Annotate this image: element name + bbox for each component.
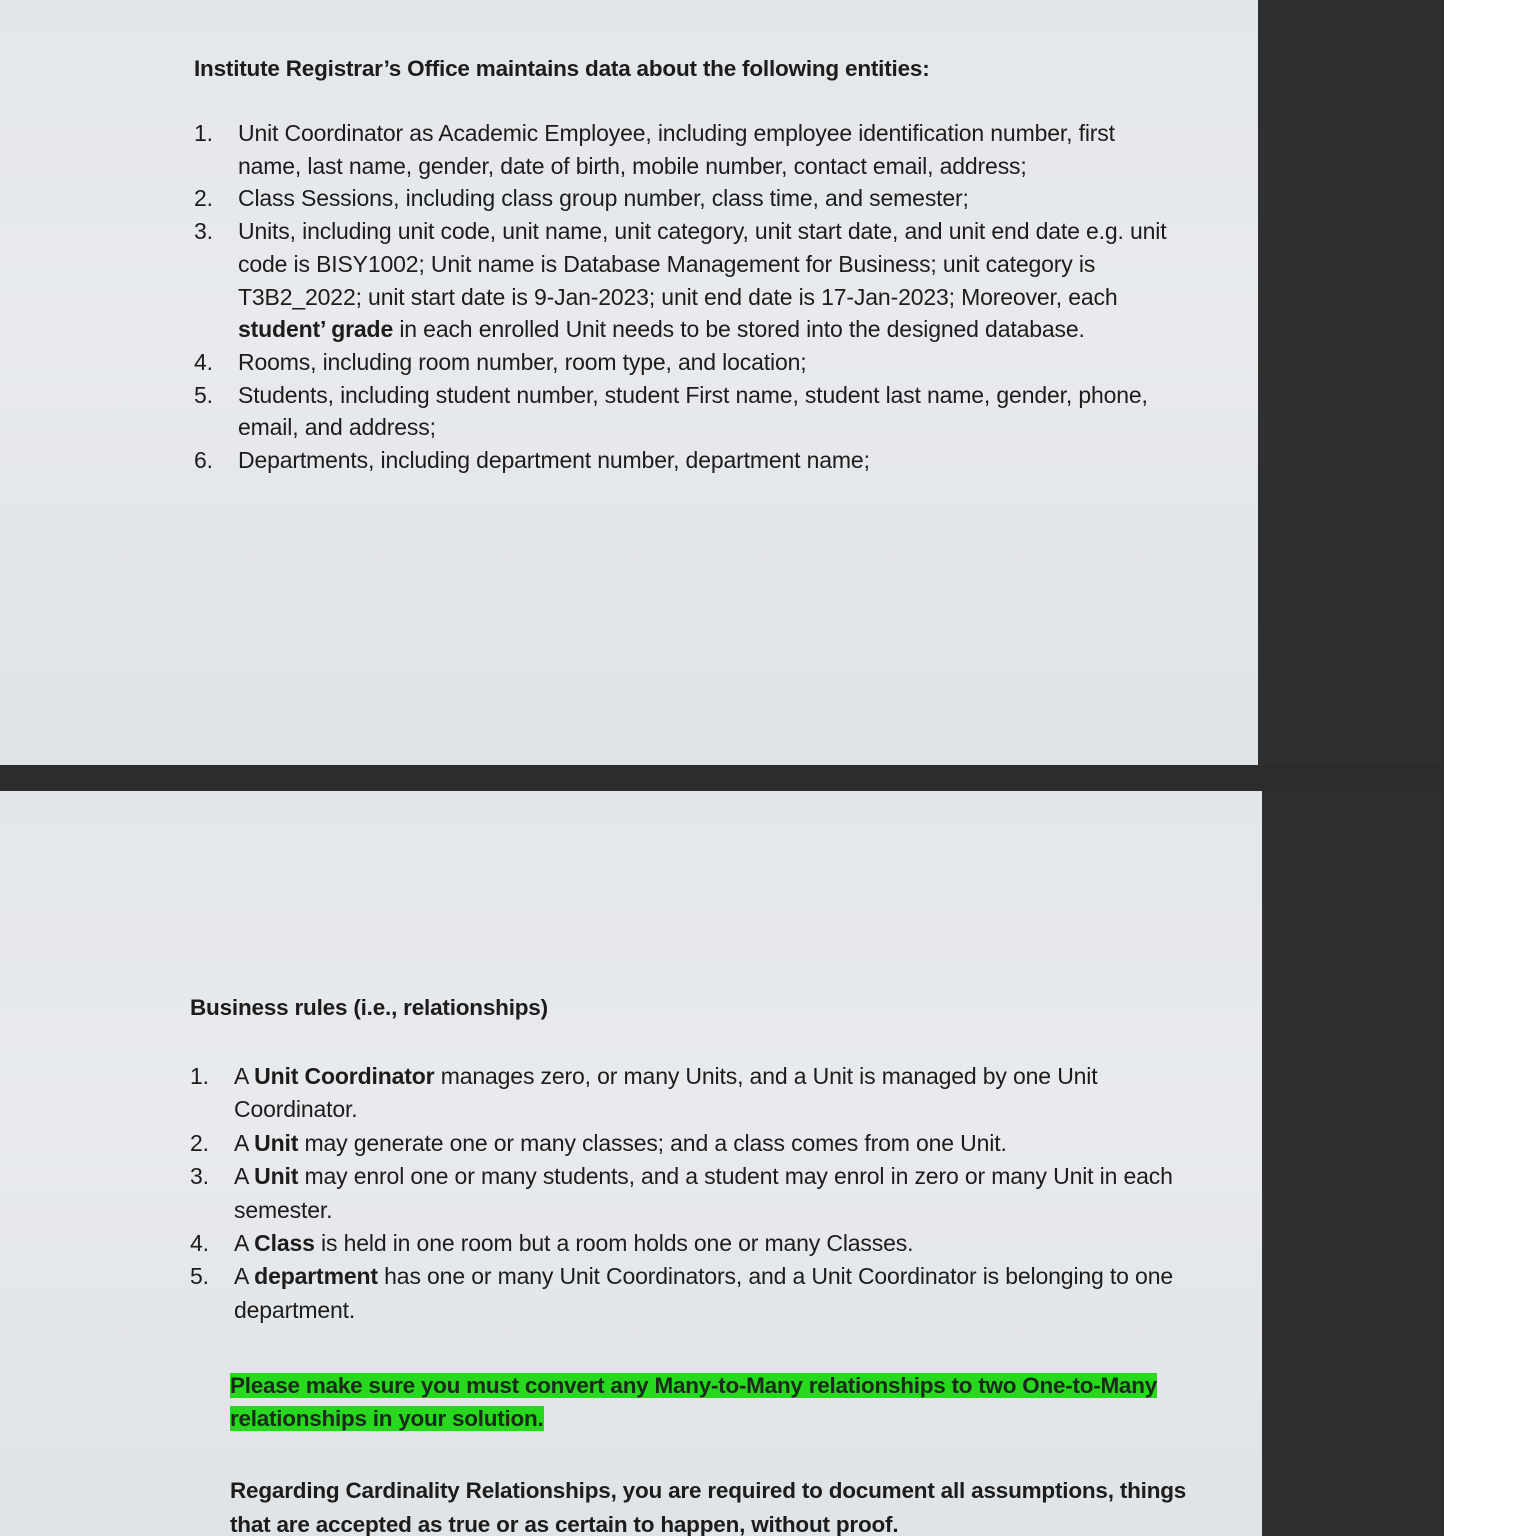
bold-term: student’ grade [238, 316, 394, 343]
entities-list [194, 117, 1174, 477]
text-segment: A [234, 1263, 255, 1290]
list-item-number: 4. [190, 1230, 209, 1257]
list-item-text [238, 215, 1174, 346]
list-item [190, 1160, 1190, 1227]
list-item-text [234, 1160, 1190, 1227]
list-item-number: 3. [190, 1163, 209, 1190]
page-gap [0, 765, 1444, 791]
text-segment: manages zero, or many Units, and a Unit is managed by one Unit Coordinator. [234, 1063, 1098, 1123]
text-segment: may generate one or many classes; and a class comes from one Unit. [298, 1129, 1007, 1156]
highlighted-instruction [230, 1369, 1182, 1435]
list-item-text: Rooms, including room number, room type, and location; [238, 348, 807, 375]
text-segment: has one or many Unit Coordinators, and a Unit Coordinator is belonging to one department. [234, 1263, 1173, 1323]
list-item [194, 379, 1174, 444]
bold-term: department [254, 1263, 378, 1290]
text-segment: Units, including unit code, unit name, unit category, unit start date, and unit end date e.g. unit code is BISY1002; Unit name is Database Management for Business; unit category is T3B2_2022; unit start date is 9-Jan-2023; unit end date is 17-Jan-2023; Moreover, each [238, 218, 1167, 310]
cardinality-note: Regarding Cardinality Relationships, you are required to document all assumptions, things that are accepted as true or as certain to happen, without proof. [230, 1478, 1187, 1536]
text-segment: in each enrolled Unit needs to be stored into the designed database. [393, 316, 1085, 343]
list-item-text: Unit Coordinator as Academic Employee, including employee identification number, first name, last name, gender, date of birth, mobile number, contact email, address; [238, 120, 1115, 179]
list-item-number: 2. [194, 185, 213, 212]
list-item-number: 1. [194, 120, 213, 146]
text-segment: A [234, 1129, 255, 1156]
list-item-text [234, 1127, 1190, 1160]
list-item-number: 5. [194, 381, 213, 408]
rules-heading: Business rules (i.e., relationships) [190, 995, 548, 1020]
list-item [190, 1260, 1190, 1327]
list-item [194, 444, 1174, 477]
list-item-number: 1. [190, 1063, 209, 1089]
bold-term: Unit [254, 1129, 299, 1156]
list-item [194, 117, 1174, 182]
entities-heading: Institute Registrar’s Office maintains data about the following entities: [194, 56, 930, 81]
list-item-number: 2. [190, 1129, 209, 1156]
text-segment: A [234, 1230, 255, 1257]
highlighted-text: Please make sure you must convert any Many-to-Many relationships to two One-to-Many relationships in your solution. [230, 1373, 1157, 1431]
list-item-text: Departments, including department number, department name; [238, 447, 870, 474]
list-item-number: 3. [194, 218, 213, 245]
document-page-top [0, 0, 1258, 765]
list-item [190, 1227, 1190, 1260]
list-item-number: 4. [194, 348, 213, 375]
bold-term: Unit [254, 1163, 299, 1190]
text-segment: A [234, 1063, 255, 1089]
document-page-bottom [0, 791, 1262, 1536]
list-item [190, 1127, 1190, 1160]
list-item-text [234, 1260, 1190, 1327]
list-item-number: 5. [190, 1263, 209, 1290]
bold-term: Class [254, 1230, 315, 1257]
list-item [190, 1060, 1190, 1127]
bold-term: Unit Coordinator [254, 1063, 435, 1089]
list-item-number: 6. [194, 447, 213, 474]
text-segment: may enrol one or many students, and a student may enrol in zero or many Unit in each semester. [234, 1163, 1173, 1223]
list-item [194, 215, 1174, 346]
list-item-text [234, 1227, 1190, 1260]
list-item [194, 346, 1174, 379]
text-segment: A [234, 1163, 255, 1190]
rules-list [190, 1060, 1190, 1327]
list-item [194, 182, 1174, 215]
list-item-text: Students, including student number, student First name, student last name, gender, phone, email, and address; [238, 381, 1148, 441]
list-item-text [234, 1060, 1190, 1127]
text-segment: is held in one room but a room holds one or many Classes. [314, 1230, 914, 1257]
list-item-text: Class Sessions, including class group number, class time, and semester; [238, 185, 969, 212]
